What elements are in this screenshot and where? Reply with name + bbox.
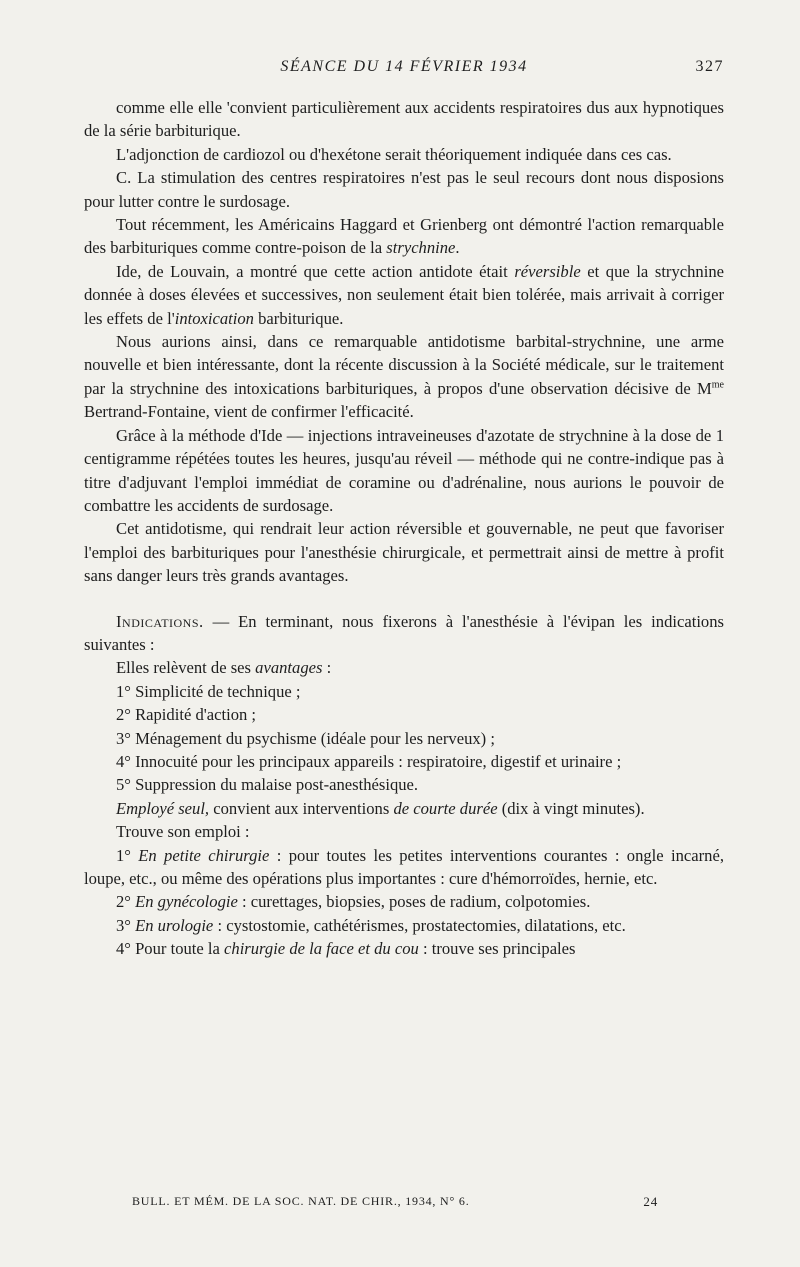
running-header bbox=[84, 58, 724, 82]
text-segment: Elles relèvent de ses bbox=[116, 658, 256, 678]
footer-citation: BULL. ET MÉM. DE LA SOC. NAT. DE CHIR., 1934, N° 6. bbox=[132, 1194, 470, 1208]
footer bbox=[132, 1194, 658, 1209]
paragraph-p5 bbox=[84, 260, 724, 330]
paragraph-p10 bbox=[84, 656, 724, 679]
text-segment: L'adjonction de cardiozol ou d'hexétone serait théoriquement indiquée dans ces cas. bbox=[116, 144, 672, 164]
text-segment: intoxication bbox=[174, 308, 254, 328]
text-segment: : curettages, biopsies, poses de radium, colpotomies. bbox=[237, 892, 591, 912]
text-segment: 3° bbox=[116, 915, 136, 935]
body-text bbox=[84, 96, 724, 961]
text-segment: avantages bbox=[255, 658, 323, 678]
text-segment: 2° Rapidité d'action ; bbox=[116, 705, 257, 725]
paragraph-p21 bbox=[84, 937, 724, 960]
paragraph-p14 bbox=[84, 750, 724, 773]
paragraph-p12 bbox=[84, 703, 724, 726]
text-segment: de courte durée bbox=[393, 798, 498, 818]
text-segment: barbiturique. bbox=[253, 308, 344, 328]
text-segment: me bbox=[711, 379, 724, 391]
paragraph-p8 bbox=[84, 517, 724, 587]
paragraph-p18 bbox=[84, 844, 724, 891]
paragraph-p6 bbox=[84, 330, 724, 424]
text-segment: réversible bbox=[514, 261, 581, 281]
text-segment: : bbox=[322, 658, 332, 678]
text-segment: et que la strychnine donnée à doses élevées et successives, non seulement était bien tolérée, mais arrivait à corriger les effets de l' bbox=[84, 261, 724, 328]
paragraph-p9 bbox=[84, 610, 724, 657]
paragraph-p17 bbox=[84, 820, 724, 843]
text-segment: C. La stimulation des centres respiratoires n'est pas le seul recours dont nous disposions pour lutter contre le surdosage. bbox=[84, 168, 724, 211]
signature-mark: 24 bbox=[643, 1194, 658, 1209]
paragraph-p13 bbox=[84, 727, 724, 750]
paragraph-p2 bbox=[84, 143, 724, 166]
text-segment: chirurgie de la face et du cou bbox=[224, 939, 419, 959]
paragraph-p11 bbox=[84, 680, 724, 703]
text-segment: comme elle elle 'convient particulièrement aux accidents respiratoires dus aux hypnotiques de la série barbiturique. bbox=[84, 98, 724, 141]
text-segment: Indications. bbox=[116, 611, 204, 631]
paragraph-p19 bbox=[84, 890, 724, 913]
text-segment: Bertrand-Fontaine, vient de confirmer l'efficacité. bbox=[84, 402, 414, 422]
text-segment: 2° bbox=[116, 892, 136, 912]
text-segment: (dix à vingt minutes). bbox=[497, 798, 645, 818]
paragraph-p16 bbox=[84, 797, 724, 820]
paragraph-p3 bbox=[84, 166, 724, 213]
page-number: 327 bbox=[695, 58, 724, 75]
header-title: SÉANCE DU 14 FÉVRIER 1934 bbox=[280, 58, 528, 75]
text-segment: : trouve ses principales bbox=[418, 939, 576, 959]
text-segment: . bbox=[455, 238, 460, 258]
text-segment: 5° Suppression du malaise post-anesthésique. bbox=[116, 775, 419, 795]
text-segment: En urologie bbox=[135, 915, 214, 935]
text-segment: 4° Pour toute la bbox=[116, 939, 225, 959]
text-segment: Cet antidotisme, qui rendrait leur action réversible et gouvernable, ne peut que favoriser l'emploi des barbituriques pour l'anesthésie chirurgicale, et permettrait ainsi de mettre à profit sans danger leurs très grands avantages. bbox=[84, 519, 724, 586]
text-segment: Ide, de Louvain, a montré que cette action antidote était bbox=[116, 261, 515, 281]
section-gap bbox=[84, 588, 724, 610]
text-segment: 1° bbox=[116, 845, 139, 865]
text-segment: convient aux interventions bbox=[209, 798, 394, 818]
text-segment: 1° Simplicité de technique ; bbox=[116, 681, 301, 701]
text-segment: 3° Ménagement du psychisme (idéale pour les nerveux) ; bbox=[116, 728, 495, 748]
paragraph-p4 bbox=[84, 213, 724, 260]
text-segment: Employé seul, bbox=[116, 798, 210, 818]
text-segment: En petite chirurgie bbox=[138, 845, 270, 865]
text-segment: — En terminant, nous fixerons à l'anesthésie à l'évipan les indications suivantes : bbox=[84, 611, 724, 654]
text-segment: Tout récemment, les Américains Haggard et Grienberg ont démontré l'action remarquable des barbituriques comme contre-poison de la bbox=[84, 215, 724, 258]
text-segment: Grâce à la méthode d'Ide — injections intraveineuses d'azotate de strychnine à la dose de 1 centigramme répétées toutes les heures, jusqu'au réveil — méthode qui ne contre-indique pas à titre d'adjuvant l'emploi immédiat de coramine ou d'adrénaline, nous aurions le pouvoir de combattre les accidents de surdosage. bbox=[84, 425, 724, 515]
paragraph-p15 bbox=[84, 773, 724, 796]
text-segment: 4° Innocuité pour les principaux appareils : respiratoire, digestif et urinaire ; bbox=[116, 751, 622, 771]
text-segment: : cystostomie, cathétérismes, prostatectomies, dilatations, etc. bbox=[213, 915, 626, 935]
paragraph-p20 bbox=[84, 914, 724, 937]
text-segment: Trouve son emploi : bbox=[116, 822, 250, 842]
text-segment: : pour toutes les petites interventions courantes : ongle incarné, loupe, etc., ou même des opérations plus importantes : cure d'hémorroïdes, hernie, etc. bbox=[84, 845, 724, 888]
paragraph-p1 bbox=[84, 96, 724, 143]
paragraph-p7 bbox=[84, 424, 724, 518]
text-segment: En gynécologie bbox=[135, 892, 238, 912]
text-segment: Nous aurions ainsi, dans ce remarquable antidotisme barbital-strychnine, une arme nouvelle et bien intéressante, dont la récente discussion à la Société médicale, sur le traitement par la strychnine des intoxications barbituriques, à propos d'une observation décisive de M bbox=[84, 332, 724, 398]
text-segment: strychnine bbox=[386, 238, 456, 258]
